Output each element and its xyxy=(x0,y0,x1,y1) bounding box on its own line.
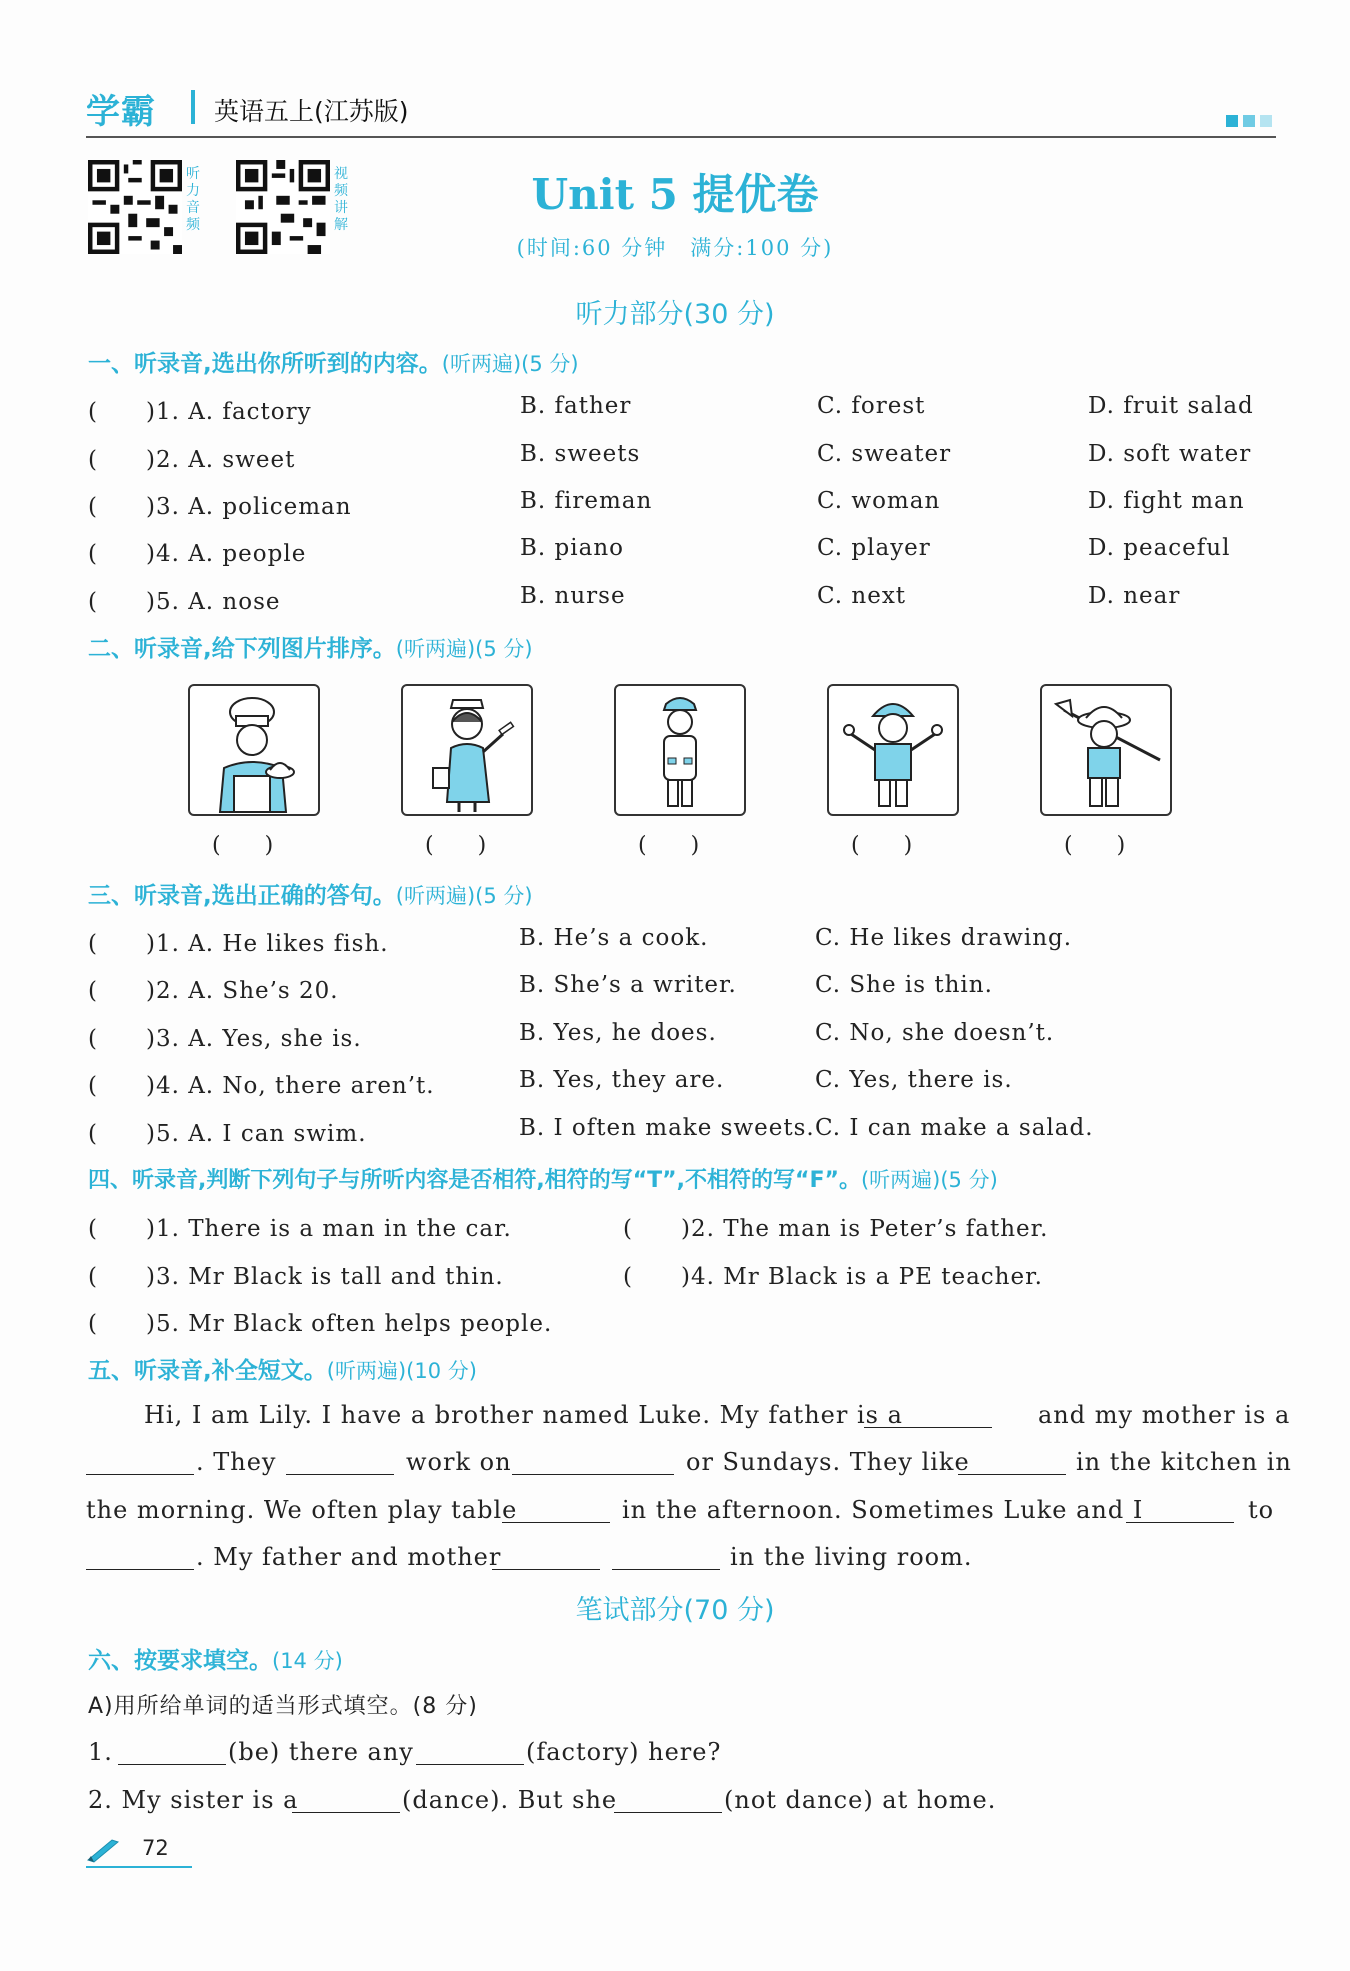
section-5-heading xyxy=(88,1352,477,1385)
q1-option-c: C. next xyxy=(817,583,907,609)
passage-text: in the afternoon. Sometimes Luke and I xyxy=(622,1496,1144,1524)
passage-line xyxy=(86,1543,1276,1579)
q3-option-c: C. No, she doesn’t. xyxy=(815,1020,1055,1046)
fill-blank[interactable] xyxy=(416,1740,524,1765)
pencil-icon xyxy=(86,1838,122,1864)
q1-option-c: C. player xyxy=(817,535,931,561)
section-2-heading xyxy=(88,630,533,663)
fill-blank[interactable] xyxy=(612,1545,720,1570)
fill-blank[interactable] xyxy=(864,1403,992,1428)
fill-blank[interactable] xyxy=(1126,1498,1234,1523)
header-decoration xyxy=(1221,112,1272,131)
q3-option-a: ( )3. A. Yes, she is. xyxy=(88,1026,362,1052)
q3-option-a: ( )2. A. She’s 20. xyxy=(88,978,339,1004)
section-3-note: (听两遍)(5 分) xyxy=(395,884,533,908)
cook-picture xyxy=(188,684,320,816)
q1-option-a: ( )5. A. nose xyxy=(88,589,281,615)
q1-row xyxy=(88,583,1278,619)
section-3-title: 三、听录音,选出正确的答句。 xyxy=(88,883,396,909)
item-text: (dance). But she xyxy=(402,1786,618,1814)
q3-row xyxy=(88,1067,1278,1103)
q3-option-b: B. Yes, he does. xyxy=(519,1020,717,1046)
q1-row xyxy=(88,393,1278,429)
passage-text: in the kitchen in xyxy=(1076,1448,1292,1476)
passage-text: . My father and mother xyxy=(196,1543,502,1571)
passage-text: or Sundays. They like xyxy=(686,1448,970,1476)
q1-option-c: C. forest xyxy=(817,393,926,419)
q4-item: ( )5. Mr Black often helps people. xyxy=(88,1311,553,1337)
q3-option-b: B. He’s a cook. xyxy=(519,925,709,951)
brand-logo: 学霸 xyxy=(86,92,156,132)
q1-row xyxy=(88,535,1278,571)
q1-option-b: B. nurse xyxy=(520,583,626,609)
q1-option-a: ( )2. A. sweet xyxy=(88,447,296,473)
q3-option-b: B. I often make sweets. xyxy=(519,1115,815,1141)
footer-underline xyxy=(86,1866,192,1868)
q4-item: ( )1. There is a man in the car. xyxy=(88,1216,512,1242)
fill-blank[interactable] xyxy=(614,1788,722,1813)
q3-option-c: C. He likes drawing. xyxy=(815,925,1073,951)
q3-row xyxy=(88,1020,1278,1056)
fill-blank[interactable] xyxy=(958,1450,1066,1475)
q1-option-a: ( )3. A. policeman xyxy=(88,494,352,520)
fill-blank[interactable] xyxy=(118,1740,226,1765)
policeman-picture xyxy=(614,684,746,816)
item-number: 1. xyxy=(88,1738,113,1766)
q3-row xyxy=(88,925,1278,961)
page-number: 72 xyxy=(142,1836,169,1860)
worker-picture xyxy=(827,684,959,816)
q1-option-c: C. sweater xyxy=(817,441,952,467)
fill-blank[interactable] xyxy=(86,1450,194,1475)
page-title: Unit 5 提优卷 xyxy=(531,170,819,219)
page-header xyxy=(86,78,1276,138)
item-text: (not dance) at home. xyxy=(724,1786,997,1814)
q6-item xyxy=(88,1738,1278,1774)
book-subject: 英语五上(江苏版) xyxy=(214,97,409,126)
fill-blank[interactable] xyxy=(502,1498,610,1523)
nurse-icon xyxy=(403,686,531,814)
q1-option-d: D. soft water xyxy=(1088,441,1252,467)
q3-row xyxy=(88,1115,1278,1151)
q3-row xyxy=(88,972,1278,1008)
q4-row xyxy=(88,1305,1278,1341)
q4-item: ( )2. The man is Peter’s father. xyxy=(623,1216,1049,1242)
nurse-picture xyxy=(401,684,533,816)
passage-text: the morning. We often play table xyxy=(86,1496,518,1524)
q1-option-b: B. sweets xyxy=(520,441,641,467)
q3-option-a: ( )5. A. I can swim. xyxy=(88,1121,367,1147)
answer-paren[interactable]: ( ) xyxy=(851,833,913,858)
farmer-picture xyxy=(1040,684,1172,816)
worker-icon xyxy=(829,686,957,814)
section-1-heading xyxy=(88,345,579,378)
sub-instruction xyxy=(88,1689,1278,1725)
cook-icon xyxy=(190,686,318,814)
q3-option-a: ( )1. A. He likes fish. xyxy=(88,931,389,957)
time-and-score: (时间:60 分钟 满分:100 分) xyxy=(516,236,834,260)
section-1-note: (听两遍)(5 分) xyxy=(441,352,579,376)
q1-option-a: ( )4. A. people xyxy=(88,541,307,567)
section-4-note: (听两遍)(5 分) xyxy=(860,1168,998,1192)
q3-option-b: B. She’s a writer. xyxy=(519,972,737,998)
passage-text: to xyxy=(1248,1496,1275,1524)
passage-line xyxy=(86,1401,1291,1437)
section-6-note: (14 分) xyxy=(272,1649,343,1673)
q1-option-b: B. father xyxy=(520,393,632,419)
q6-item xyxy=(88,1786,1278,1822)
farmer-icon xyxy=(1042,686,1170,814)
section-2-title: 二、听录音,给下列图片排序。 xyxy=(88,636,396,662)
q1-option-d: D. fight man xyxy=(1088,488,1245,514)
answer-paren[interactable]: ( ) xyxy=(425,833,487,858)
q3-option-a: ( )4. A. No, there aren’t. xyxy=(88,1073,435,1099)
fill-blank[interactable] xyxy=(512,1450,674,1475)
passage-line xyxy=(86,1448,1292,1484)
passage-line xyxy=(86,1496,1276,1532)
answer-paren[interactable]: ( ) xyxy=(1064,833,1126,858)
answer-paren[interactable]: ( ) xyxy=(638,833,700,858)
q3-option-c: C. I can make a salad. xyxy=(815,1115,1094,1141)
section-1-title: 一、听录音,选出你所听到的内容。 xyxy=(88,351,442,377)
q3-option-b: B. Yes, they are. xyxy=(519,1067,725,1093)
q1-option-d: D. near xyxy=(1088,583,1181,609)
section-6-heading xyxy=(88,1642,343,1675)
policeman-icon xyxy=(616,686,744,814)
passage-text: Hi, I am Lily. I have a brother named Luke. My father is a xyxy=(144,1401,903,1429)
q1-option-b: B. piano xyxy=(520,535,624,561)
answer-paren[interactable]: ( ) xyxy=(212,833,274,858)
q3-option-c: C. Yes, there is. xyxy=(815,1067,1013,1093)
fill-blank[interactable] xyxy=(86,1545,194,1570)
passage-text: and my mother is a xyxy=(1038,1401,1291,1429)
section-3-heading xyxy=(88,877,533,910)
section-4-title: 四、听录音,判断下列句子与所听内容是否相符,相符的写“T”,不相符的写“F”。 xyxy=(88,1168,861,1193)
q1-row xyxy=(88,441,1278,477)
passage-text: . They xyxy=(196,1448,277,1476)
listening-part-title: 听力部分(30 分) xyxy=(575,299,775,330)
section-6-title: 六、按要求填空。 xyxy=(88,1648,272,1674)
passage-text: work on xyxy=(406,1448,512,1476)
q4-row xyxy=(88,1210,1278,1246)
q4-item: ( )3. Mr Black is tall and thin. xyxy=(88,1264,504,1290)
q1-row xyxy=(88,488,1278,524)
passage-text: in the living room. xyxy=(730,1543,973,1571)
q1-option-c: C. woman xyxy=(817,488,941,514)
q4-item: ( )4. Mr Black is a PE teacher. xyxy=(623,1264,1043,1290)
q4-row xyxy=(88,1258,1278,1294)
section-5-title: 五、听录音,补全短文。 xyxy=(88,1358,327,1384)
q1-option-a: ( )1. A. factory xyxy=(88,399,312,425)
item-text: 2. My sister is a xyxy=(88,1786,299,1814)
section-2-note: (听两遍)(5 分) xyxy=(395,637,533,661)
writing-part-title: 笔试部分(70 分) xyxy=(575,1595,775,1626)
item-text: (factory) here? xyxy=(526,1738,722,1766)
q1-option-d: D. peaceful xyxy=(1088,535,1231,561)
section-5-note: (听两遍)(10 分) xyxy=(326,1359,477,1383)
logo-divider xyxy=(191,90,195,124)
sub-instruction-text: A)用所给单词的适当形式填空。(8 分) xyxy=(88,1694,478,1719)
fill-blank[interactable] xyxy=(292,1788,400,1813)
section-4-heading xyxy=(88,1163,998,1194)
qr-label-audio: 听力音频 xyxy=(186,166,200,233)
q1-option-d: D. fruit salad xyxy=(1088,393,1254,419)
qr-label-video: 视频讲解 xyxy=(334,166,348,233)
q1-option-b: B. fireman xyxy=(520,488,653,514)
q3-option-c: C. She is thin. xyxy=(815,972,993,998)
fill-blank[interactable] xyxy=(492,1545,600,1570)
item-text: (be) there any xyxy=(228,1738,414,1766)
fill-blank[interactable] xyxy=(286,1450,394,1475)
